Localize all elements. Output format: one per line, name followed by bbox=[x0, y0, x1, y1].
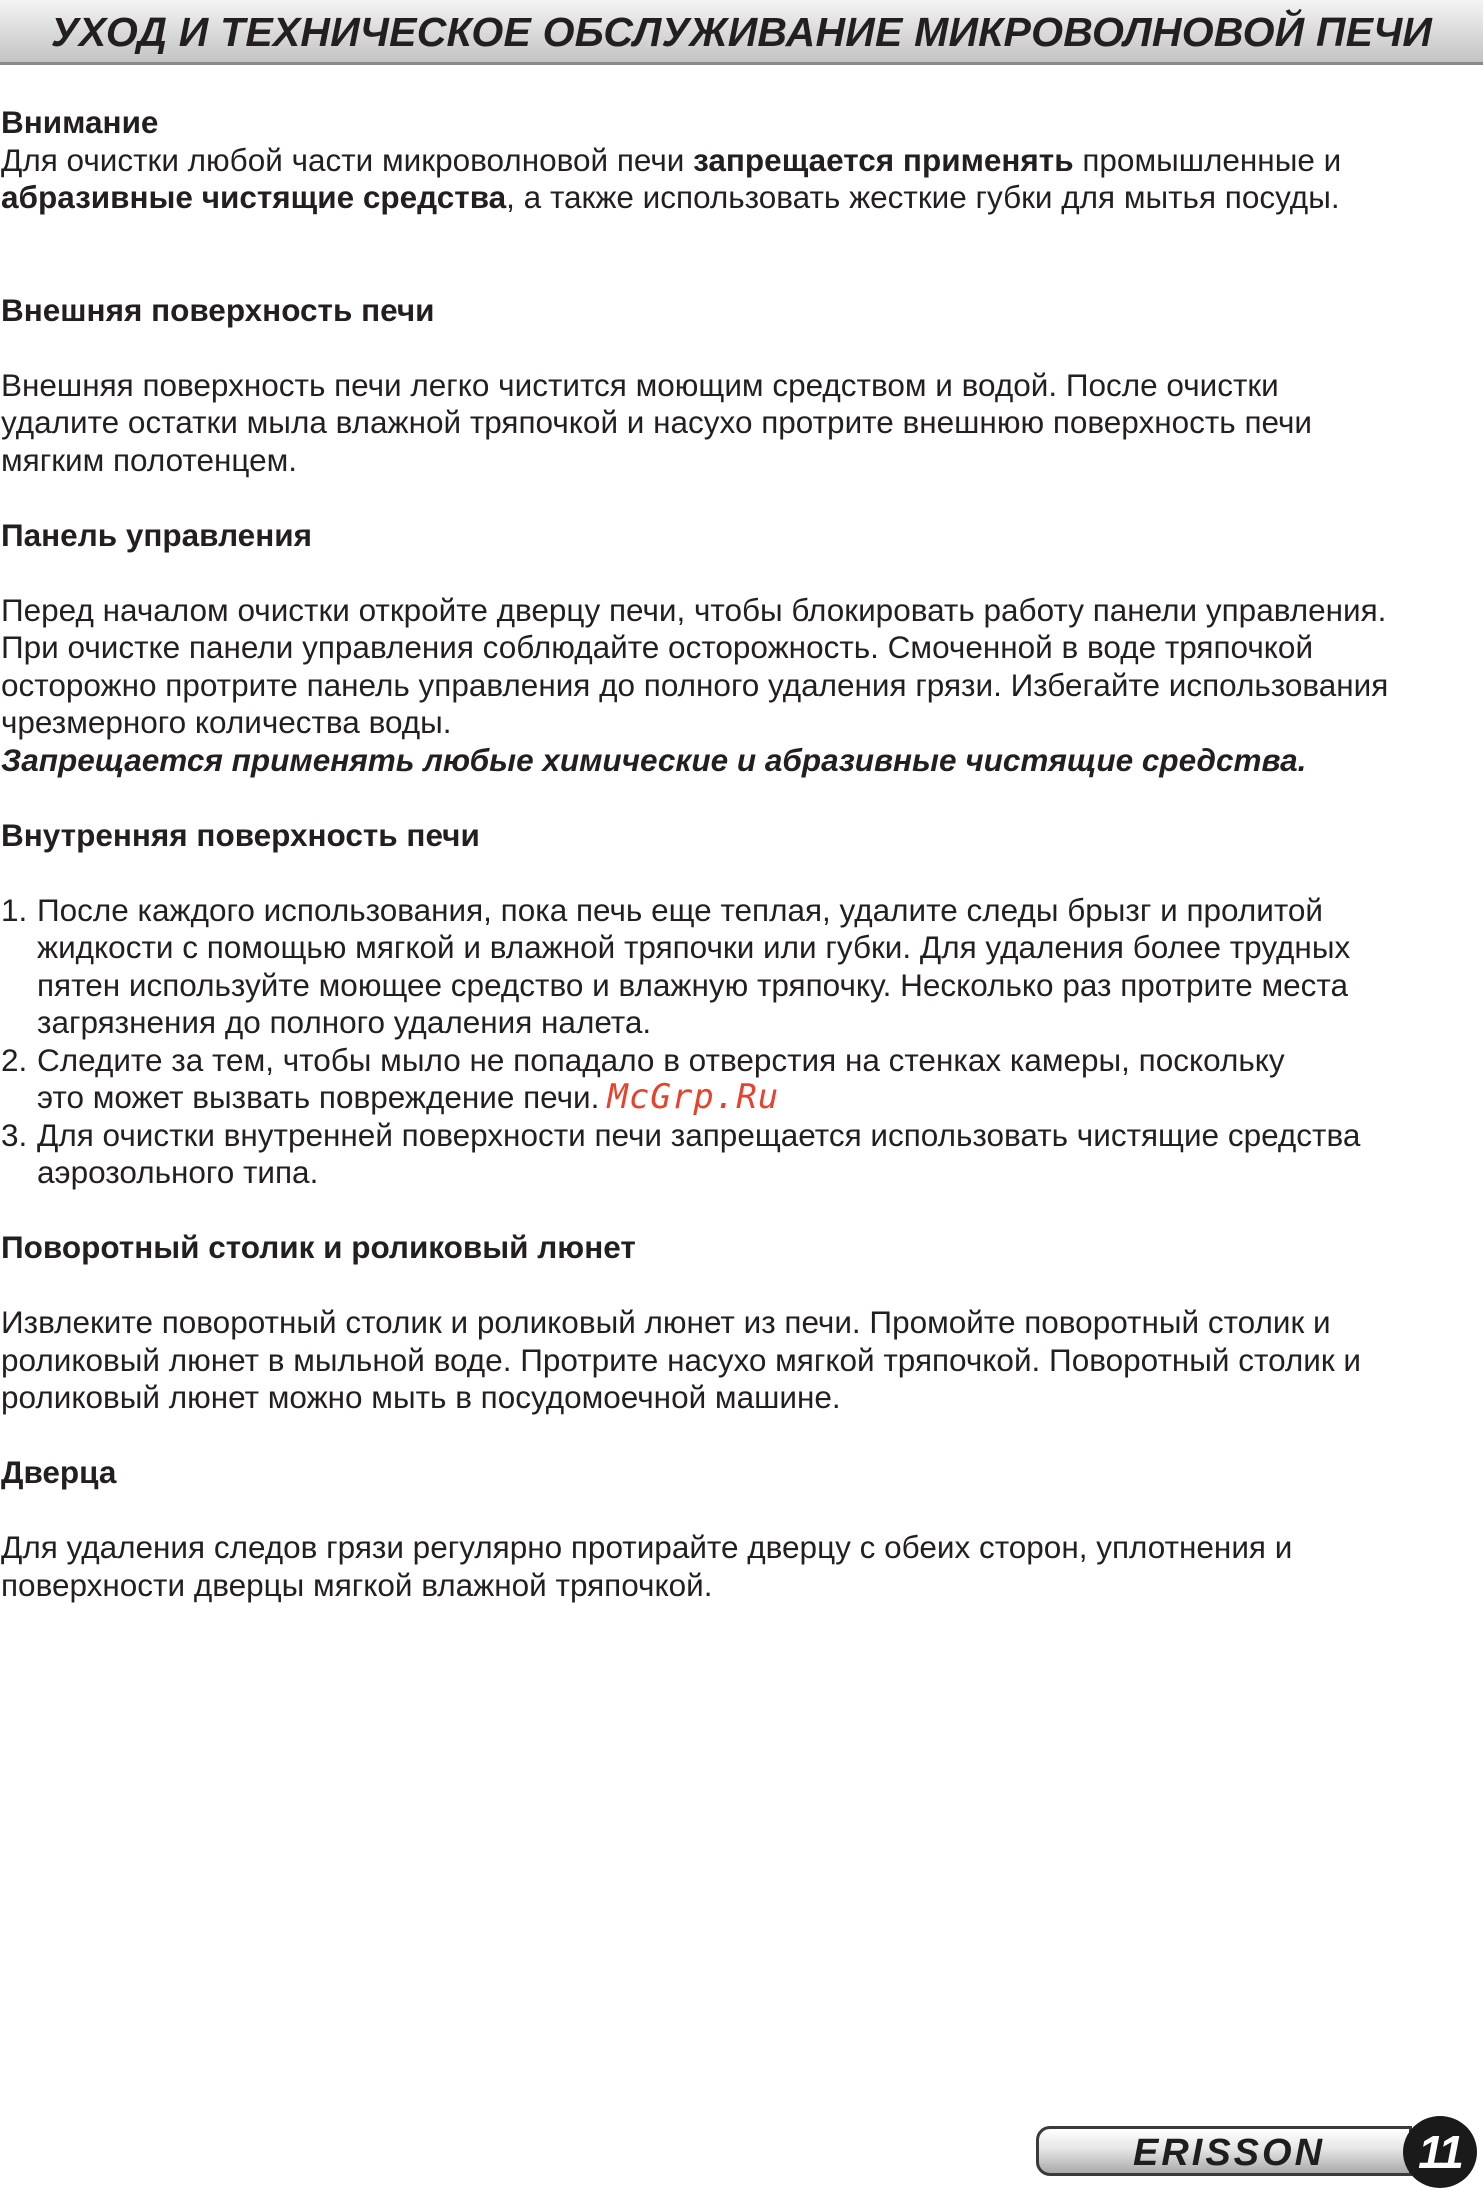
interior-list bbox=[1, 892, 1481, 1192]
brand-logo bbox=[1036, 2126, 1412, 2176]
door-line: Для удаления следов грязи регулярно протирайте дверцу с обеих сторон, уплотнения и bbox=[1, 1529, 1293, 1565]
attention-bold-2: абразивные чистящие средства bbox=[1, 179, 507, 215]
control-panel-line: осторожно протрите панель управления до полного удаления грязи. Избегайте использования bbox=[1, 666, 1389, 703]
attention-text-3: , а также использовать жесткие губки для мытья посуды. bbox=[506, 179, 1340, 215]
turntable-line: Извлеките поворотный столик и роликовый люнет из печи. Промойте поворотный столик и bbox=[1, 1304, 1331, 1340]
list-item-line: аэрозольного типа. bbox=[37, 1154, 319, 1190]
control-panel-warning: Запрещается применять любые химические и абразивные чистящие средства. bbox=[1, 741, 1307, 778]
list-item-number: 3. bbox=[1, 1116, 28, 1153]
list-item-line bbox=[37, 1079, 1481, 1117]
control-panel-line: чрезмерного количества воды. bbox=[1, 704, 452, 740]
exterior-line: мягким полотенцем. bbox=[1, 441, 298, 478]
attention-text-1: Для очистки любой части микроволновой печи bbox=[1, 141, 694, 178]
turntable-line: роликовый люнет можно мыть в посудомоечной машине. bbox=[1, 1379, 841, 1415]
attention-line-2 bbox=[1, 179, 1481, 217]
exterior-line: удалите остатки мыла влажной тряпочкой и насухо протрите внешнюю поверхность печи bbox=[1, 404, 1313, 440]
list-item-text: это может вызвать повреждение печи. bbox=[37, 1079, 600, 1115]
list-item-number: 1. bbox=[1, 891, 28, 928]
control-panel-line: При очистке панели управления соблюдайте осторожность. Смоченной в воде тряпочкой bbox=[1, 629, 1314, 665]
list-item bbox=[1, 1117, 1481, 1192]
attention-bold-1: запрещается применять bbox=[693, 141, 1074, 178]
list-item-line: жидкости с помощью мягкой и влажной тряпочки или губки. Для удаления более трудных bbox=[37, 929, 1351, 965]
door-line: поверхности дверцы мягкой влажной тряпочкой. bbox=[1, 1566, 713, 1603]
exterior-heading: Внешняя поверхность печи bbox=[1, 291, 435, 328]
brand-name: ERISSON bbox=[1132, 2132, 1326, 2174]
list-item-line: Следите за тем, чтобы мыло не попадало в отверстия на стенках камеры, поскольку bbox=[37, 1041, 1285, 1078]
attention-text-2: промышленные и bbox=[1073, 141, 1342, 178]
turntable-heading: Поворотный столик и роликовый люнет bbox=[1, 1229, 636, 1265]
attention-heading: Внимание bbox=[1, 104, 159, 140]
exterior-line: Внешняя поверхность печи легко чистится моющим средством и водой. После очистки bbox=[1, 366, 1279, 403]
page-number: 11 bbox=[1403, 2116, 1477, 2188]
list-item-line: загрязнения до полного удаления налета. bbox=[37, 1004, 652, 1040]
document-body bbox=[1, 104, 1481, 1604]
list-item bbox=[1, 892, 1481, 1042]
watermark: McGrp.Ru bbox=[607, 1077, 780, 1117]
control-panel-heading: Панель управления bbox=[1, 516, 312, 553]
list-item-line: После каждого использования, пока печь еще теплая, удалите следы брызг и пролитой bbox=[37, 891, 1324, 928]
list-item-line: Для очистки внутренней поверхности печи запрещается использовать чистящие средства bbox=[37, 1116, 1361, 1153]
interior-heading: Внутренняя поверхность печи bbox=[1, 816, 480, 853]
turntable-line: роликовый люнет в мыльной воде. Протрите насухо мягкой тряпочкой. Поворотный столик и bbox=[1, 1341, 1362, 1378]
list-item bbox=[1, 1042, 1481, 1117]
attention-line-1 bbox=[1, 142, 1481, 180]
control-panel-line: Перед началом очистки откройте дверцу печи, чтобы блокировать работу панели управления. bbox=[1, 591, 1387, 628]
list-item-line: пятен используйте моющее средство и влажную тряпочку. Несколько раз протрите места bbox=[37, 966, 1349, 1003]
page-title: УХОД И ТЕХНИЧЕСКОЕ ОБСЛУЖИВАНИЕ МИКРОВОЛНОВОЙ ПЕЧИ bbox=[50, 9, 1433, 55]
door-heading: Дверца bbox=[1, 1454, 117, 1490]
list-item-number: 2. bbox=[1, 1041, 28, 1078]
